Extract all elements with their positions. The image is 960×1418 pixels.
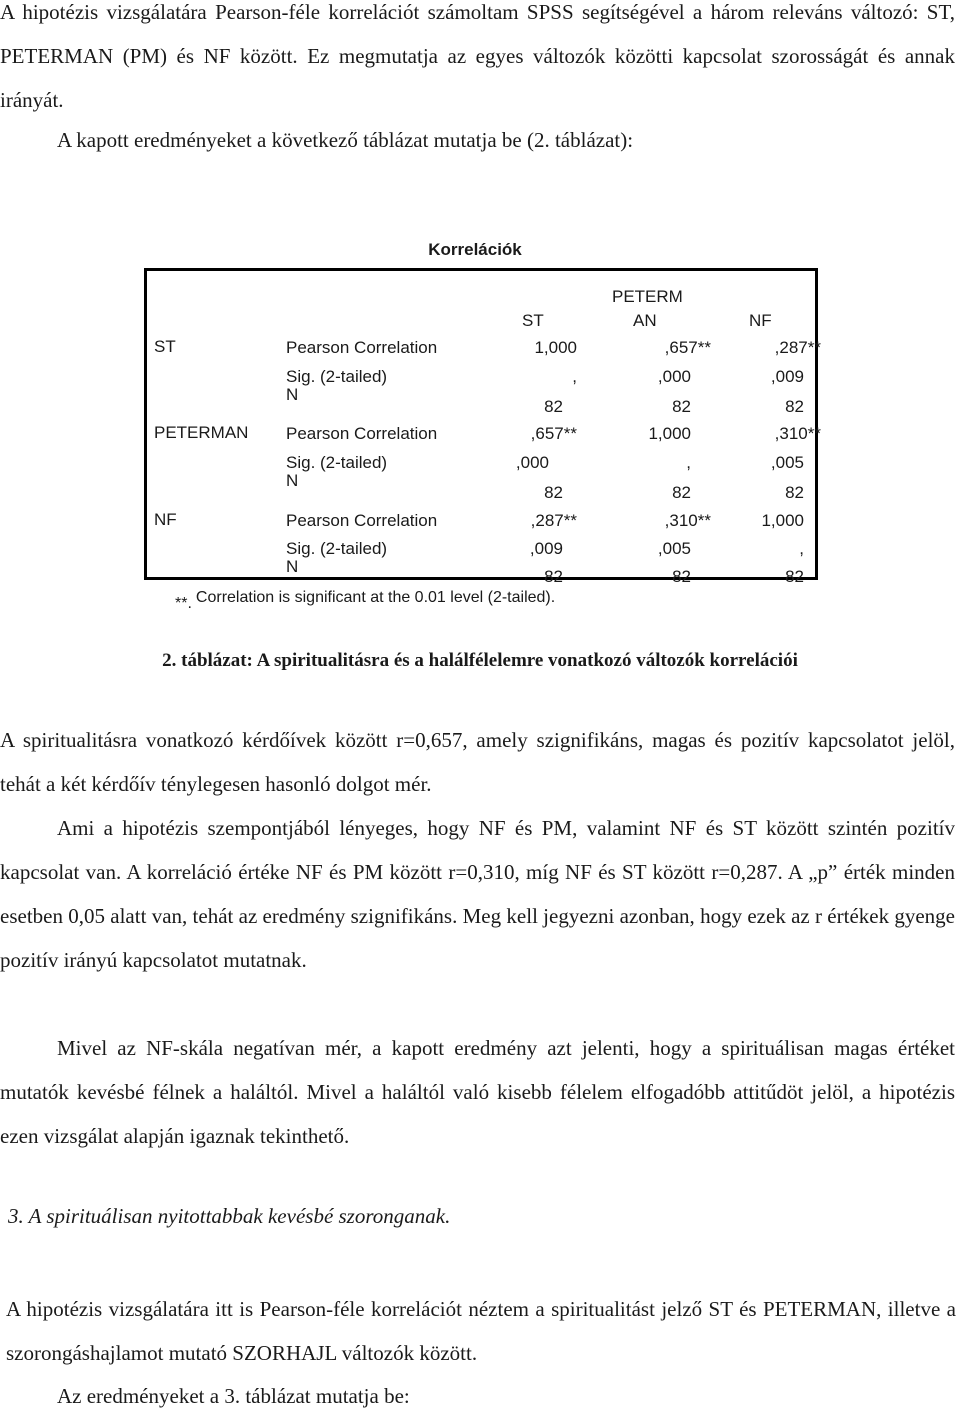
row-label-n: N [286, 385, 299, 404]
table-cell: , [799, 539, 804, 558]
footnote-mark: **. [175, 595, 192, 612]
table-cell: 82 [672, 483, 691, 502]
intro-table-reference: A kapott eredményeket a következő táblázat mutatja be (2. táblázat): [57, 128, 634, 152]
body-paragraph-3: Mivel az NF-skála negatívan mér, a kapott eredmény azt jelenti, hogy a spirituálisan magas értéket mutatók kevésbé félnek a haláltól. Mivel a haláltól való kisebb félelem elfogadóbb attitűdöt jelöl, a hipotézis ezen vizsgálat alapján igaznak tekinthető. [0, 1036, 955, 1148]
table-cell: , [686, 453, 691, 472]
table-cell: 82 [672, 397, 691, 416]
table-cell: 1,000 [534, 338, 577, 357]
col-header-st: ST [522, 311, 544, 330]
section-heading: 3. A spirituálisan nyitottabbak kevésbé szoronganak. [8, 1204, 451, 1228]
row-variable-nf: NF [154, 510, 177, 529]
row-variable-st: ST [154, 337, 176, 356]
section-paragraph-2: Az eredményeket a 3. táblázat mutatja be: [57, 1384, 410, 1408]
row-label-pearson: Pearson Correlation [286, 338, 438, 357]
table-cell: ,005 [657, 539, 691, 558]
table-cell: , [572, 367, 577, 386]
table-cell: 82 [544, 483, 563, 502]
row-label-pearson: Pearson Correlation [286, 424, 438, 443]
intro-paragraph: A hipotézis vizsgálatára Pearson-féle korrelációt számoltam SPSS segítségével a három releváns változó: ST, PETERMAN (PM) és NF között. Ez megmutatja az egyes változók közötti kapcsolat szorosságát és annak irányát. [0, 0, 955, 112]
table-cell: ,009 [770, 367, 804, 386]
col-header-peterman-line1: PETERM [612, 287, 683, 306]
table-cell: ,287** [774, 338, 821, 357]
body-paragraph-1: A spiritualitásra vonatkozó kérdőívek között r=0,657, amely szignifikáns, magas és pozitív kapcsolatot jelöl, tehát a két kérdőív ténylegesen hasonló dolgot mér. [0, 728, 955, 796]
section-paragraph-1: A hipotézis vizsgálatára itt is Pearson-féle korrelációt néztem a spiritualitást jelző ST és PETERMAN, illetve a szorongáshajlamot mutató SZORHAJL változók között. [6, 1297, 956, 1365]
table-caption: 2. táblázat: A spiritualitásra és a halálfélelemre vonatkozó változók korrelációi [162, 650, 798, 671]
table-cell: 82 [672, 567, 691, 586]
table-cell: ,005 [770, 453, 804, 472]
table-cell: 82 [544, 397, 563, 416]
col-header-peterman-line2: AN [633, 311, 657, 330]
table-cell: 82 [785, 567, 804, 586]
table-title: Korrelációk [428, 240, 522, 259]
footnote-text: Correlation is significant at the 0.01 level (2-tailed). [195, 589, 556, 606]
table-cell: ,000 [515, 453, 549, 472]
col-header-nf: NF [749, 311, 772, 330]
table-cell: 82 [785, 483, 804, 502]
row-label-sig: Sig. (2-tailed) [286, 453, 388, 472]
table-cell: ,009 [529, 539, 563, 558]
table-cell: ,310** [664, 511, 711, 530]
row-label-n: N [286, 471, 299, 490]
table-cell: ,287** [530, 511, 577, 530]
correlation-table [144, 268, 821, 586]
table-footnote [175, 589, 556, 612]
table-cell: ,657** [530, 424, 577, 443]
table-cell: ,310** [774, 424, 821, 443]
row-label-sig: Sig. (2-tailed) [286, 539, 388, 558]
row-label-n: N [286, 557, 299, 576]
body-paragraph-2: Ami a hipotézis szempontjából lényeges, hogy NF és PM, valamint NF és ST között szintén pozitív kapcsolat van. A korreláció értéke NF és PM között r=0,310, míg NF és ST között r=0,287. A „p” érték minden esetben 0,05 alatt van, tehát az eredmény szignifikáns. Meg kell jegyezni azonban, hogy ezek az r értékek gyenge pozitív irányú kapcsolatot mutatnak. [0, 816, 955, 972]
table-cell: ,657** [664, 338, 711, 357]
table-cell: 82 [544, 567, 563, 586]
row-label-pearson: Pearson Correlation [286, 511, 438, 530]
table-cell: 1,000 [761, 511, 804, 530]
row-label-sig: Sig. (2-tailed) [286, 367, 388, 386]
row-variable-peterman: PETERMAN [154, 423, 249, 442]
table-cell: 1,000 [648, 424, 691, 443]
table-cell: 82 [785, 397, 804, 416]
table-cell: ,000 [657, 367, 691, 386]
